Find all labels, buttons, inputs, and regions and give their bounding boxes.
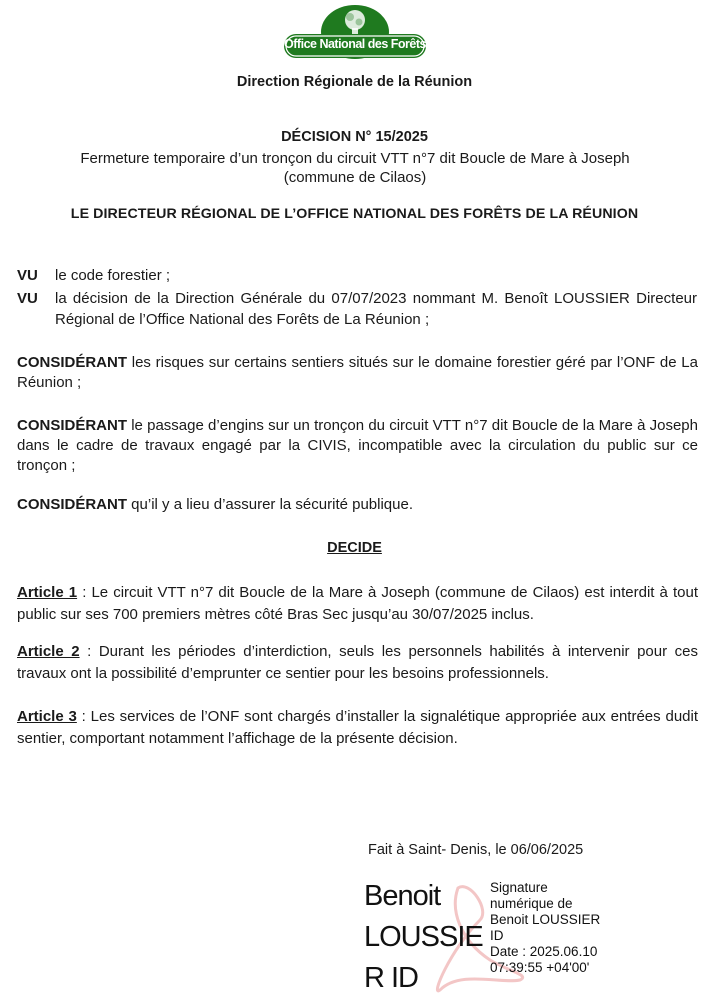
visa-label: VU xyxy=(17,290,38,307)
article-text: : Durant les périodes d’interdiction, seuls les personnels habilités à intervenir pour ces travaux ont la possibilité d’emprunter ce sentier pour les besoins professionnels. xyxy=(17,643,698,682)
tree-icon xyxy=(284,4,426,60)
decision-number: DÉCISION N° 15/2025 xyxy=(281,129,428,145)
digital-signature-details xyxy=(490,880,705,976)
logo-text: Office National des Forêts xyxy=(284,37,426,51)
signature-detail-line: 07:39:55 +04'00' xyxy=(490,960,590,975)
consideration-text: qu’il y a lieu d’assurer la sécurité publique. xyxy=(127,496,414,513)
onf-logo xyxy=(284,4,426,60)
regional-direction-heading: Direction Régionale de la Réunion xyxy=(236,74,473,90)
visa-text: le code forestier ; xyxy=(55,267,171,284)
visa-item xyxy=(17,265,697,286)
consideration-label: CONSIDÉRANT xyxy=(17,496,128,513)
consideration-paragraph xyxy=(17,495,698,515)
authority-heading: LE DIRECTEUR RÉGIONAL DE L’OFFICE NATIONAL DES FORÊTS DE LA RÉUNION xyxy=(70,206,639,222)
article-label: Article 1 xyxy=(17,584,78,601)
consideration-label: CONSIDÉRANT xyxy=(17,354,128,371)
consideration-label: CONSIDÉRANT xyxy=(17,417,128,434)
article-label: Article 3 xyxy=(17,708,77,725)
article-paragraph xyxy=(17,706,698,750)
signature-detail-line: Date : 2025.06.10 xyxy=(490,944,598,959)
signatory-name-line2: LOUSSIE xyxy=(364,921,483,953)
consideration-text: le passage d’engins sur un tronçon du circuit VTT n°7 dit Boucle de la Mare à Joseph dans le cadre de travaux engagé par la CIVIS, incompatible avec la circulation du public sur ce tronçon ; xyxy=(17,417,698,474)
visa-text: la décision de la Direction Générale du 07/07/2023 nommant M. Benoît LOUSSIER Directeur Régional de l’Office National des Forêts de La Réunion ; xyxy=(55,290,697,328)
signatory-name xyxy=(364,876,482,999)
signature-detail-line: ID xyxy=(490,928,504,943)
decision-subtitle xyxy=(30,149,680,187)
visa-label: VU xyxy=(17,267,38,284)
consideration-paragraph xyxy=(17,416,698,476)
decide-heading: DECIDE xyxy=(327,540,382,556)
place-and-date: Fait à Saint- Denis, le 06/06/2025 xyxy=(368,842,584,858)
decision-subtitle-line2: (commune de Cilaos) xyxy=(283,169,427,186)
signature-detail-line: numérique de xyxy=(490,896,573,911)
article-paragraph xyxy=(17,582,698,626)
article-label: Article 2 xyxy=(17,643,80,660)
signature-detail-line: Benoit LOUSSIER xyxy=(490,912,601,927)
consideration-text: les risques sur certains sentiers situés sur le domaine forestier géré par l’ONF de La Réunion ; xyxy=(17,354,698,391)
article-text: : Le circuit VTT n°7 dit Boucle de la Mare à Joseph (commune de Cilaos) est interdit à tout public sur ses 700 premiers mètres côté Bras Sec jusqu’au 30/07/2025 inclus. xyxy=(17,584,698,623)
decision-subtitle-line1: Fermeture temporaire d’un tronçon du circuit VTT n°7 dit Boucle de Mare à Joseph xyxy=(80,150,630,167)
signatory-name-line1: Benoit xyxy=(364,880,441,912)
article-text: : Les services de l’ONF sont chargés d’installer la signalétique appropriée aux entrées dudit sentier, comportant notamment l’affichage de la présente décision. xyxy=(17,708,699,747)
consideration-paragraph xyxy=(17,353,698,393)
visa-list xyxy=(17,265,697,332)
article-paragraph xyxy=(17,641,698,685)
signature-detail-line: Signature xyxy=(490,880,548,895)
signatory-name-line3: R ID xyxy=(364,962,418,994)
visa-item xyxy=(17,288,697,330)
